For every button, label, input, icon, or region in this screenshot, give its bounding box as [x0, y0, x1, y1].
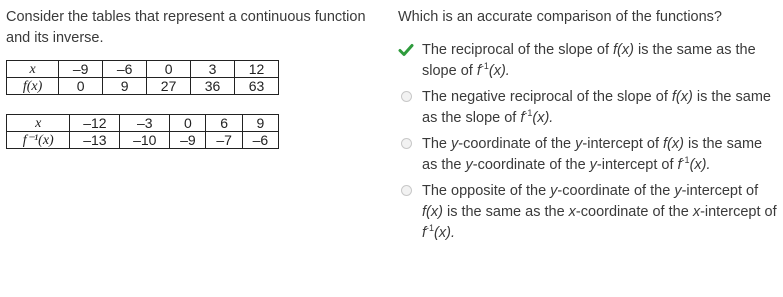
table-cell: x: [7, 61, 59, 78]
table-cell: –6: [242, 132, 278, 149]
table-cell: 3: [191, 61, 235, 78]
answer-option-3[interactable]: [398, 134, 778, 176]
answer-option-4[interactable]: [398, 181, 778, 244]
answer-option-2[interactable]: [398, 87, 778, 129]
answer-option-1[interactable]: [398, 40, 778, 82]
table-cell: –6: [103, 61, 147, 78]
question-stem: [6, 7, 386, 49]
checkmark-icon: [398, 42, 414, 58]
option-text: The reciprocal of the slope of f(x) is the same as the slope of $f^{-1}(x)$.: [422, 42, 756, 79]
radio-button[interactable]: [401, 91, 412, 102]
question-text: Which is an accurate comparison of the functions?: [398, 9, 722, 25]
table-cell: 0: [59, 78, 103, 95]
table-cell: –9: [170, 132, 206, 149]
option-text: The y-coordinate of the y-intercept of f(x) is the same as the y-coordinate of the y-intercept of $f^{-1}(x)$.: [422, 136, 763, 173]
function-table: [6, 60, 279, 95]
table-cell: –12: [70, 115, 120, 132]
answer-panel: [398, 7, 778, 249]
table-row: [7, 115, 279, 132]
option-text: The opposite of the y-coordinate of the y-intercept of f(x) is the same as the x-coordinate of the x-intercept of $f^{-1}(x)$.: [422, 183, 777, 241]
table-cell: 36: [191, 78, 235, 95]
table-cell: –13: [70, 132, 120, 149]
prompt-text: Consider the tables that represent a continuous function and its inverse.: [6, 9, 366, 46]
table-cell: –7: [206, 132, 242, 149]
table-cell: f(x): [7, 78, 59, 95]
inverse-table: [6, 114, 279, 149]
table-row: [7, 78, 279, 95]
table-cell: 12: [235, 61, 279, 78]
radio-button[interactable]: [401, 185, 412, 196]
radio-button[interactable]: [401, 138, 412, 149]
table-row: [7, 132, 279, 149]
table-cell: 63: [235, 78, 279, 95]
table-cell: f⁻¹(x): [7, 132, 70, 149]
option-text: The negative reciprocal of the slope of f(x) is the same as the slope of $f^{-1}(x)$.: [422, 89, 771, 126]
table-cell: 0: [170, 115, 206, 132]
table-cell: –10: [120, 132, 170, 149]
table-cell: x: [7, 115, 70, 132]
table-cell: 9: [103, 78, 147, 95]
table-cell: 9: [242, 115, 278, 132]
table-cell: 0: [147, 61, 191, 78]
table-cell: 6: [206, 115, 242, 132]
table-cell: 27: [147, 78, 191, 95]
table-cell: –9: [59, 61, 103, 78]
table-row: [7, 61, 279, 78]
table-cell: –3: [120, 115, 170, 132]
